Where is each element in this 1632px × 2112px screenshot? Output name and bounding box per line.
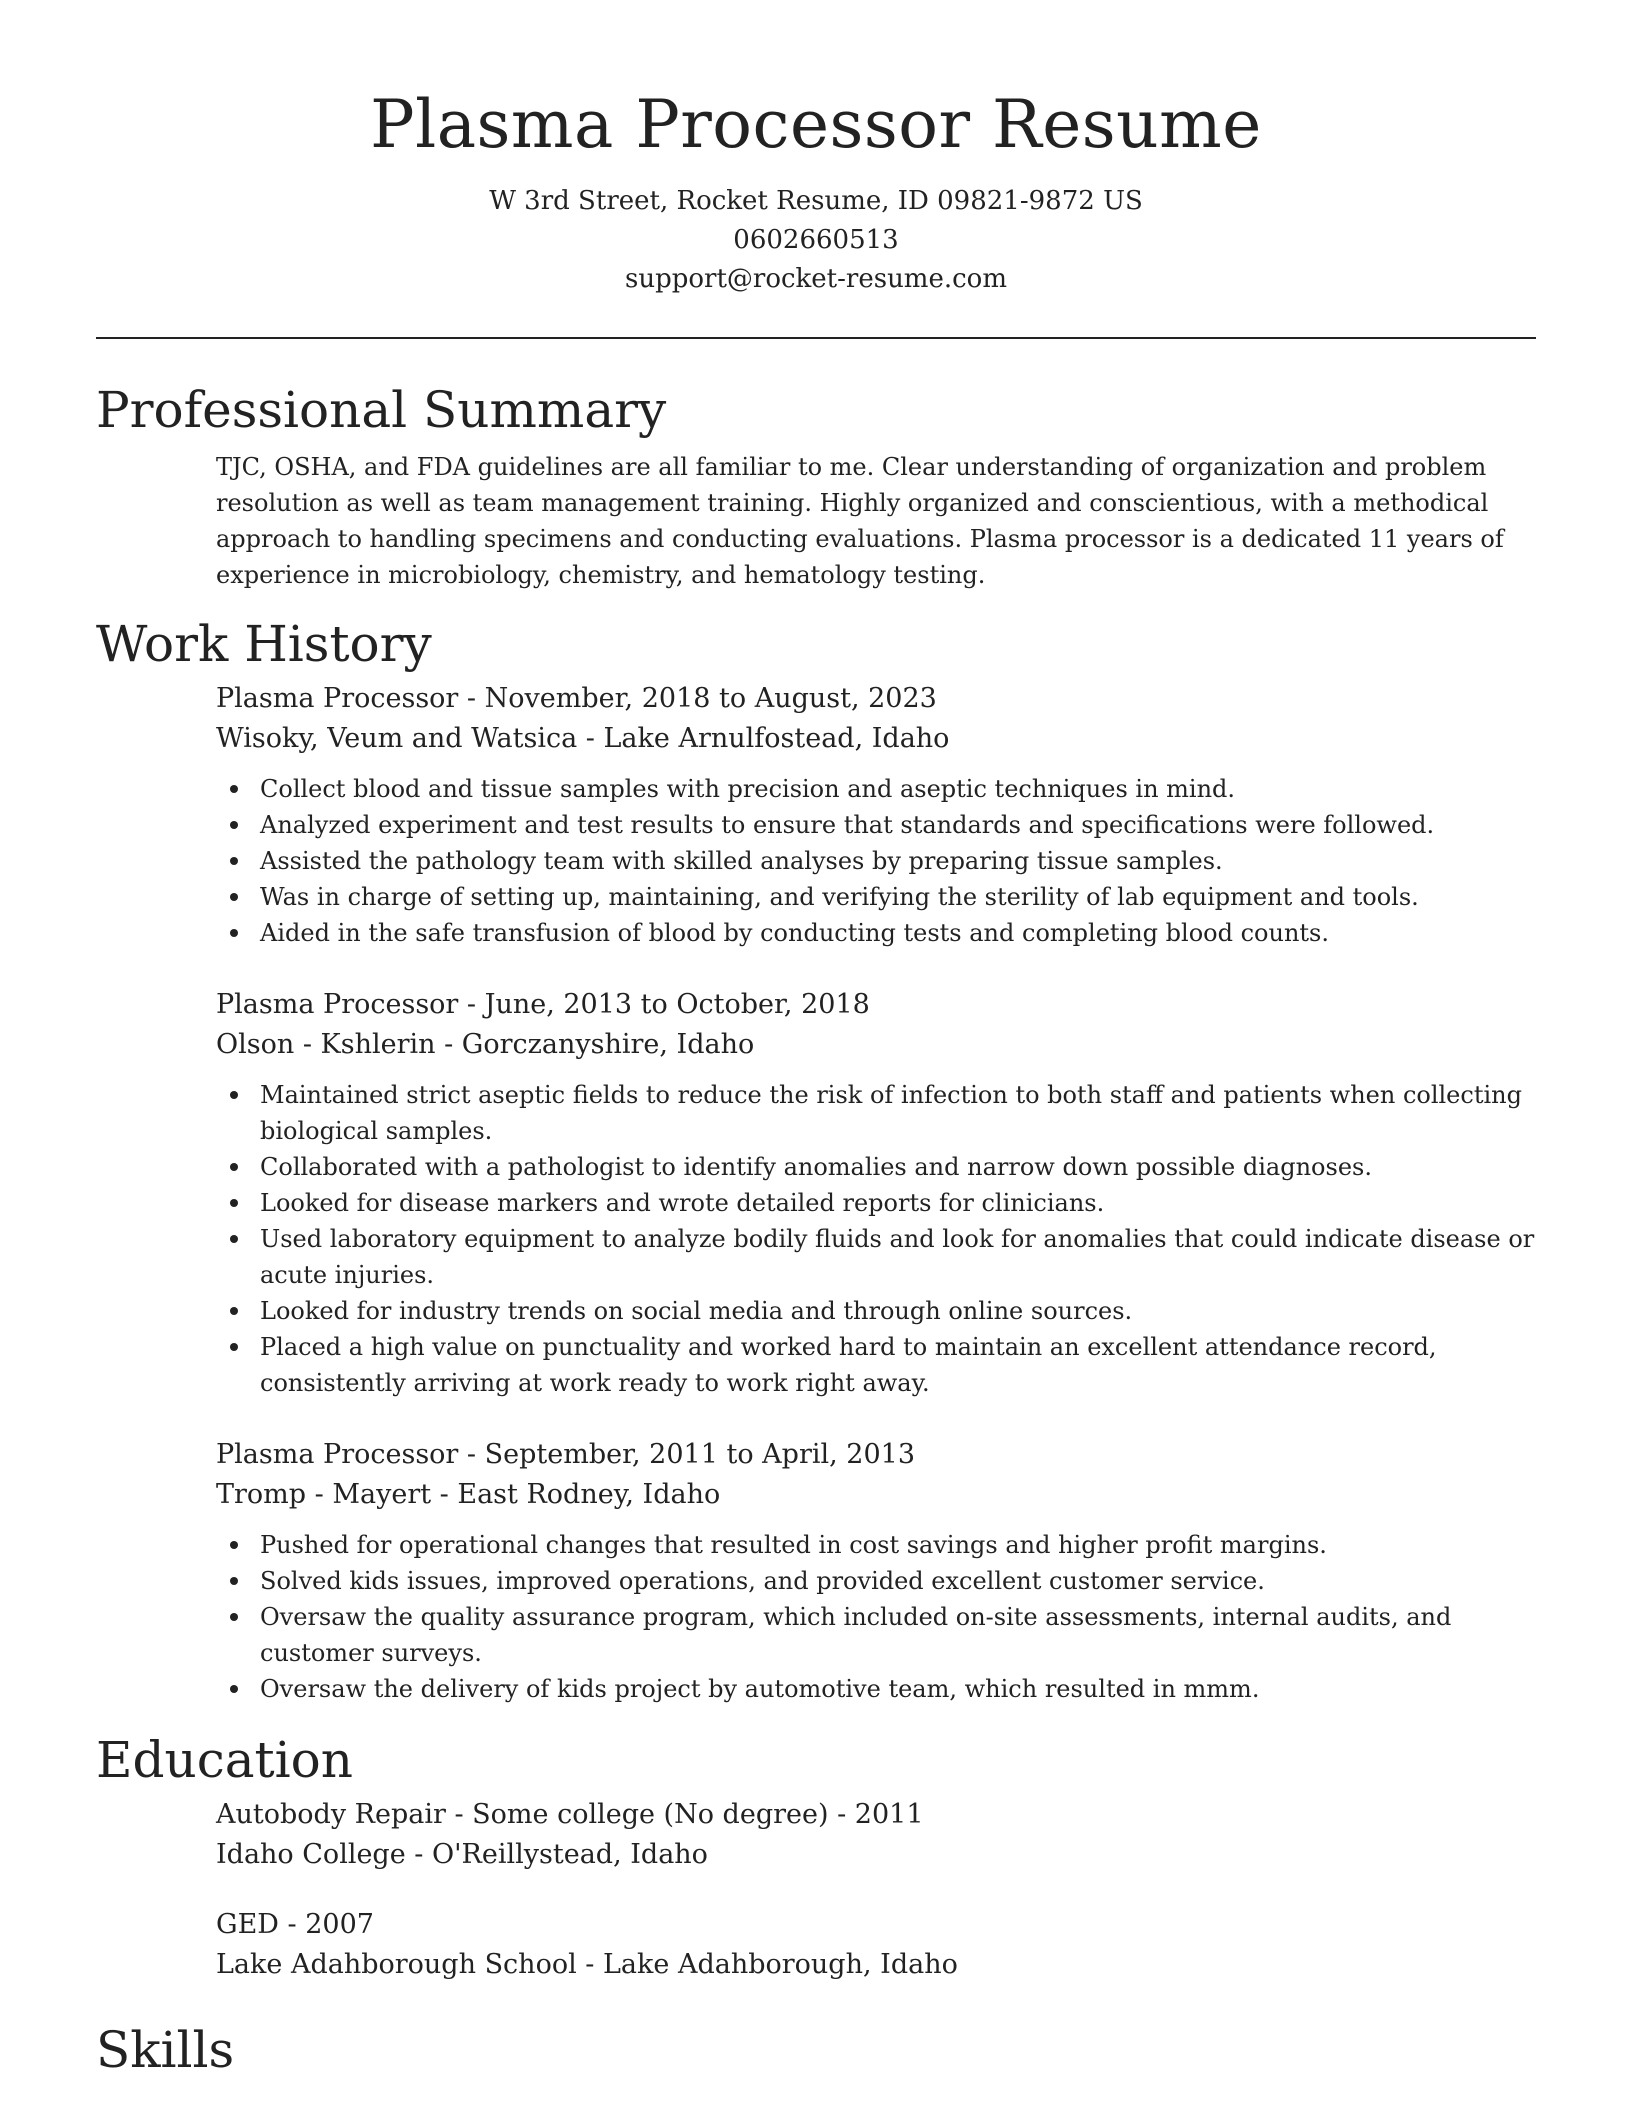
job-duties-list — [216, 1527, 1536, 1707]
job-duties-list — [216, 771, 1536, 951]
job-duty: Pushed for operational changes that resulted in cost savings and higher profit margins. — [216, 1527, 1536, 1563]
summary-text: TJC, OSHA, and FDA guidelines are all familiar to me. Clear understanding of organization and problem resolution as well as team management training. Highly organized and conscientious, with a methodical approach to handling specimens and conducting evaluations. Plasma processor is a dedicated 11 years of experience in microbiology, chemistry, and hematology testing. — [216, 453, 1504, 589]
job-duties-list — [216, 1077, 1536, 1401]
header-divider — [96, 337, 1536, 339]
job-duty: Oversaw the quality assurance program, which included on-site assessments, internal audits, and customer surveys. — [216, 1599, 1536, 1671]
job-duty: Looked for industry trends on social media and through online sources. — [216, 1293, 1536, 1329]
education-entry — [216, 1795, 1536, 1875]
job-duty: Looked for disease markers and wrote detailed reports for clinicians. — [216, 1185, 1536, 1221]
job-duty: Used laboratory equipment to analyze bodily fluids and look for anomalies that could indicate disease or acute injuries. — [216, 1221, 1536, 1293]
education-school-line: Idaho College - O'Reillystead, Idaho — [216, 1839, 708, 1870]
skills-heading: Skills — [96, 2021, 235, 2079]
job-duty: Oversaw the delivery of kids project by automotive team, which resulted in mmm. — [216, 1671, 1536, 1707]
job-employer-line: Tromp - Mayert - East Rodney, Idaho — [216, 1479, 721, 1510]
education-title-line: GED - 2007 — [216, 1909, 374, 1940]
resume-page — [96, 0, 1536, 2085]
job-entry — [216, 985, 1536, 1401]
resume-header — [96, 0, 1536, 299]
job-duty: Solved kids issues, improved operations, and provided excellent customer service. — [216, 1563, 1536, 1599]
skills-section — [96, 2015, 1536, 2085]
job-duty: Maintained strict aseptic fields to reduce the risk of infection to both staff and patients when collecting biological samples. — [216, 1077, 1536, 1149]
job-employer-line: Olson - Kshlerin - Gorczanyshire, Idaho — [216, 1029, 755, 1060]
job-title-line: Plasma Processor - November, 2018 to August, 2023 — [216, 683, 937, 714]
education-entry — [216, 1905, 1536, 1985]
education-title-line: Autobody Repair - Some college (No degree) - 2011 — [216, 1799, 924, 1830]
summary-section — [96, 375, 1536, 593]
resume-title: Plasma Processor Resume — [370, 86, 1262, 163]
job-duty: Collect blood and tissue samples with precision and aseptic techniques in mind. — [216, 771, 1536, 807]
summary-heading: Professional Summary — [96, 381, 667, 439]
job-title-line: Plasma Processor - September, 2011 to April, 2013 — [216, 1439, 916, 1470]
contact-phone: 0602660513 — [733, 225, 899, 255]
contact-email: support@rocket-resume.com — [624, 264, 1007, 294]
job-duty: Aided in the safe transfusion of blood by conducting tests and completing blood counts. — [216, 915, 1536, 951]
job-entry — [216, 1435, 1536, 1707]
education-heading: Education — [96, 1731, 353, 1789]
job-duty: Collaborated with a pathologist to identify anomalies and narrow down possible diagnoses. — [216, 1149, 1536, 1185]
job-employer-line: Wisoky, Veum and Watsica - Lake Arnulfostead, Idaho — [216, 723, 950, 754]
job-duty: Assisted the pathology team with skilled analyses by preparing tissue samples. — [216, 843, 1536, 879]
education-school-line: Lake Adahborough School - Lake Adahborough, Idaho — [216, 1949, 958, 1980]
job-title-line: Plasma Processor - June, 2013 to October, 2018 — [216, 989, 870, 1020]
job-duty: Analyzed experiment and test results to ensure that standards and specifications were followed. — [216, 807, 1536, 843]
job-duty: Placed a high value on punctuality and worked hard to maintain an excellent attendance record, consistently arriving at work ready to work right away. — [216, 1329, 1536, 1401]
education-section — [96, 1725, 1536, 1985]
work-history-section — [96, 609, 1536, 1707]
job-entry — [216, 679, 1536, 951]
job-duty: Was in charge of setting up, maintaining, and verifying the sterility of lab equipment and tools. — [216, 879, 1536, 915]
work-history-heading: Work History — [96, 615, 432, 673]
contact-address: W 3rd Street, Rocket Resume, ID 09821-9872 US — [489, 186, 1143, 216]
